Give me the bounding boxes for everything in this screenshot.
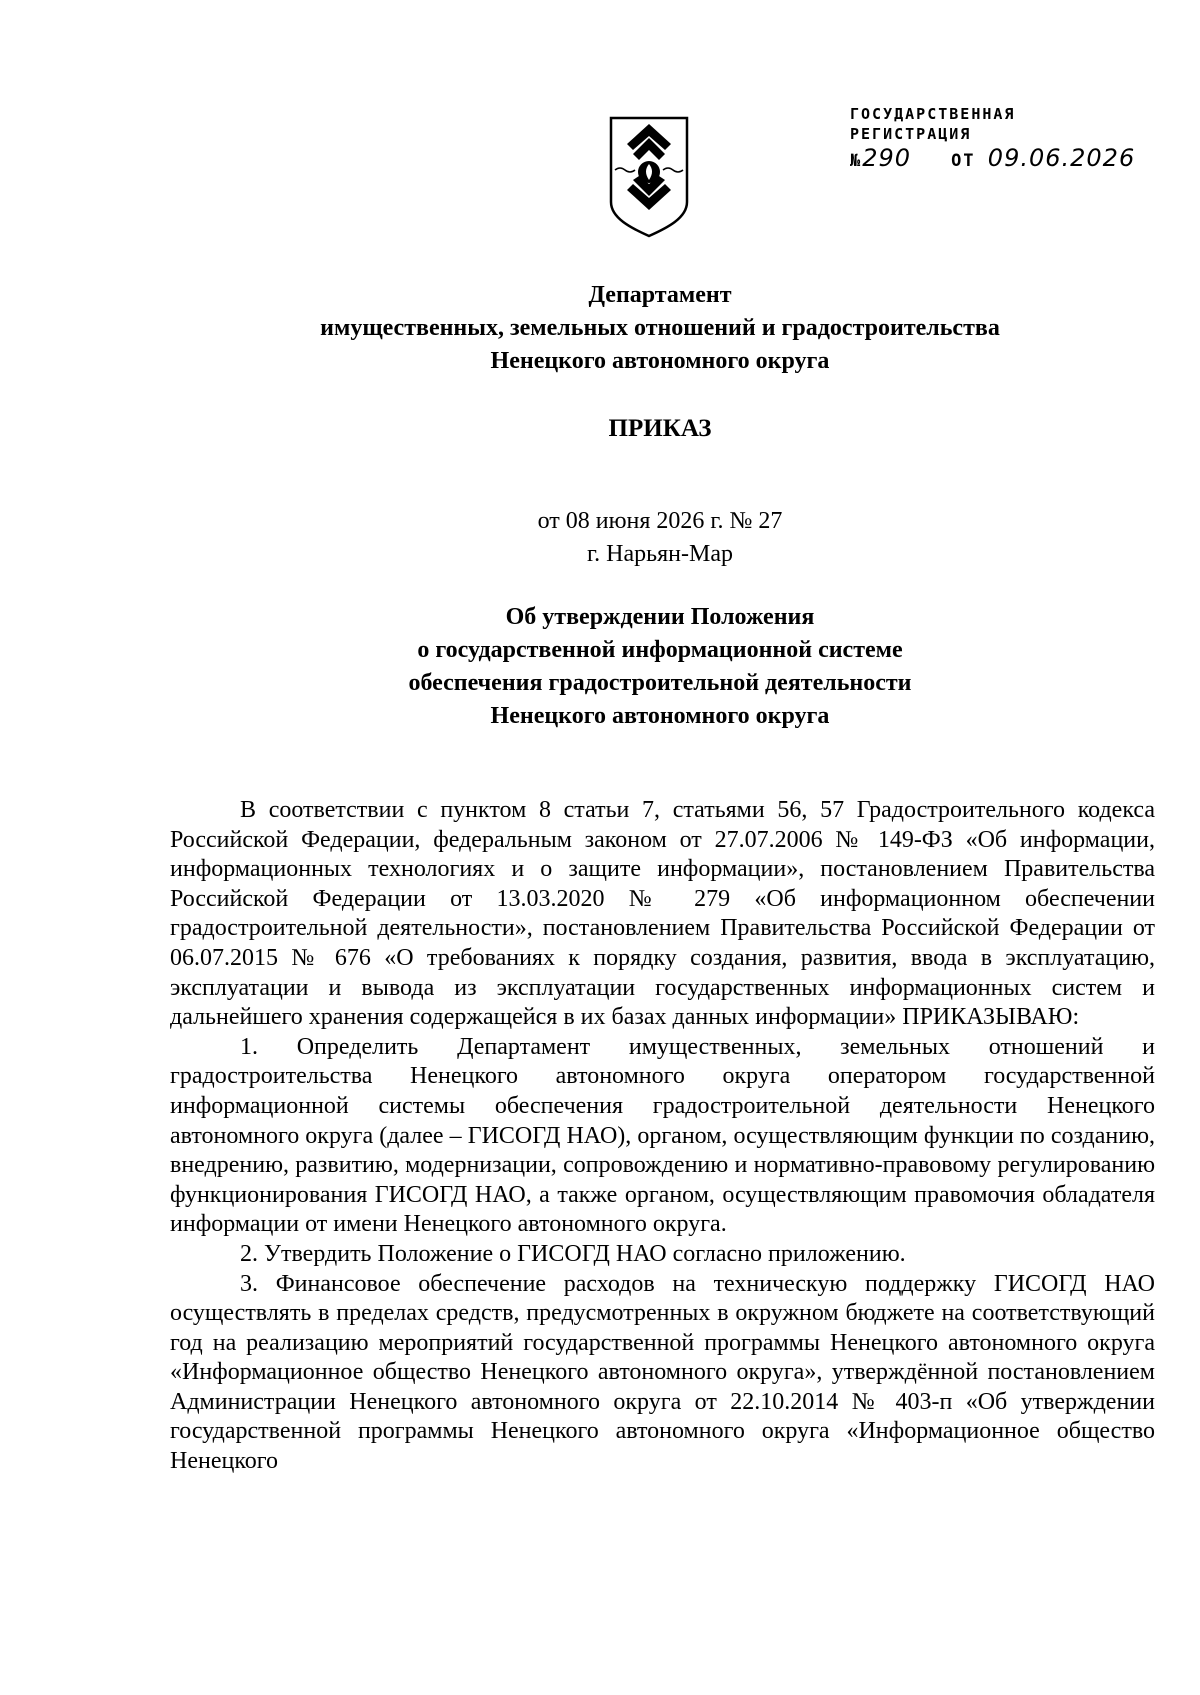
order-date: от 08 июня 2026 г. № 27 xyxy=(537,508,783,534)
body-paragraph-item-1: 1. Определить Департамент имущественных, земельных отношений и градостроительства Ненецкого автономного округа оператором государственной информационной системы обеспечения градостроительной деятельности Ненецкого автономного округа (далее – ГИСОГД НАО), органом, осуществляющим функции по созданию, внедрению, развитию, модернизации, сопровождению и нормативно-правовому регулированию функционирования ГИСОГД НАО, а также органом, осуществляющим правомочия обладателя информации от имени Ненецкого автономного округа. xyxy=(170,1033,1155,1238)
body-paragraph-item-3: 3. Финансовое обеспечение расходов на техническую поддержку ГИСОГД НАО осуществлять в пределах средств, предусмотренных в окружном бюджете на соответствующий год на реализацию мероприятий государственной программы Ненецкого автономного округа «Информационное общество Ненецкого автономного округа», утверждённой постановлением Администрации Ненецкого автономного округа от 22.10.2014 № 403-п «Об утверждении государственной программы Ненецкого автономного округа «Информационное общество Ненецкого xyxy=(170,1270,1155,1475)
department-line-1: Департамент xyxy=(588,282,732,308)
subject-line-1: Об утверждении Положения xyxy=(505,604,815,630)
body-paragraph-preamble: В соответствии с пунктом 8 статьи 7, статьями 56, 57 Градостроительного кодекса Российской Федерации, федеральным законом от 27.07.2006 № 149-ФЗ «Об информации, информационных технологиях и о защите информации», постановлением Правительства Российской Федерации от 13.03.2020 № 279 «Об информационном обеспечении градостроительной деятельности», постановлением Правительства Российской Федерации от 06.07.2015 № 676 «О требованиях к порядку создания, развития, ввода в эксплуатацию, эксплуатации и вывода из эксплуатации государственных информационных систем и дальнейшего хранения содержащейся в их базах данных информации» ПРИКАЗЫВАЮ: xyxy=(170,797,1155,1031)
body-paragraph-item-2: 2. Утвердить Положение о ГИСОГД НАО согласно приложению. xyxy=(240,1240,906,1267)
stamp-date: 09.06.2026 xyxy=(987,144,1136,172)
department-line-2: имущественных, земельных отношений и градостроительства xyxy=(320,315,1000,341)
stamp-number-prefix: № xyxy=(850,151,863,171)
registration-stamp xyxy=(850,104,1150,171)
department-line-3: Ненецкого автономного округа xyxy=(490,348,830,374)
coat-of-arms-icon xyxy=(607,114,691,240)
order-subject xyxy=(160,601,1160,733)
stamp-number: 290 xyxy=(862,144,912,172)
subject-line-4: Ненецкого автономного округа xyxy=(490,703,830,729)
order-meta xyxy=(160,505,1160,571)
department-heading xyxy=(160,279,1160,378)
stamp-registration-row xyxy=(850,144,1150,172)
stamp-line-1: ГОСУДАРСТВЕННАЯ xyxy=(850,105,1016,123)
stamp-line-2: РЕГИСТРАЦИЯ xyxy=(850,125,972,143)
subject-line-3: обеспечения градостроительной деятельности xyxy=(408,670,912,696)
order-body xyxy=(170,796,1155,1477)
subject-line-2: о государственной информационной системе xyxy=(417,637,903,663)
stamp-date-prefix: ОТ xyxy=(951,151,976,171)
order-city: г. Нарьян-Мар xyxy=(587,541,733,567)
order-title: ПРИКАЗ xyxy=(608,415,712,442)
